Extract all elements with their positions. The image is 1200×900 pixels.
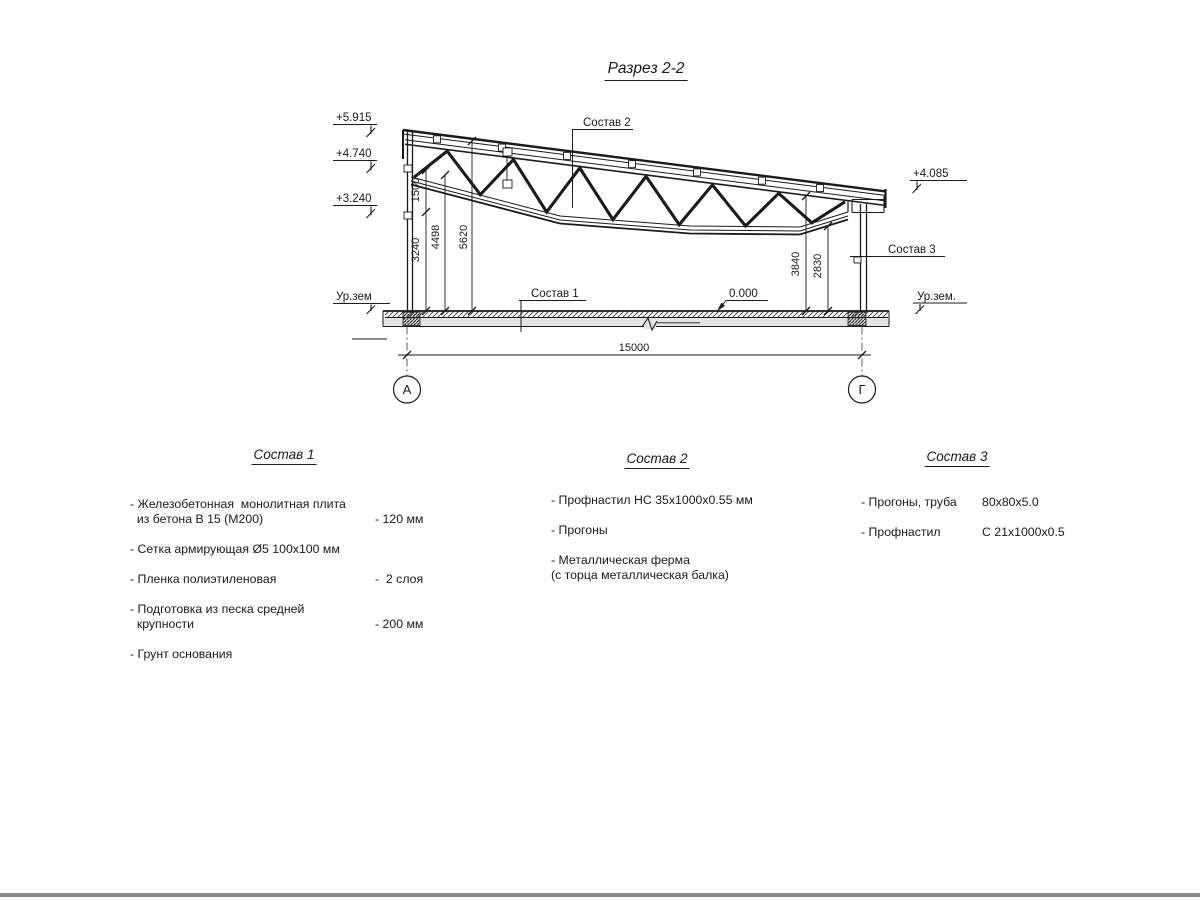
composition-item [130, 602, 430, 632]
composition-item [861, 495, 1081, 510]
item-line: - Подготовка из песка средней [130, 602, 305, 616]
svg-text:3840: 3840 [790, 251, 802, 277]
roof-deck [403, 130, 886, 235]
svg-text:Состав 1: Состав 1 [531, 288, 579, 300]
composition-1-items [130, 497, 430, 677]
level-arrow-icon [367, 162, 376, 174]
level-arrow-icon [916, 304, 925, 314]
composition-1-title: Состав 1 [252, 447, 317, 465]
item-text [551, 523, 608, 538]
svg-text:Г: Г [858, 382, 866, 397]
item-value: - 120 мм [375, 512, 424, 526]
svg-text:2830: 2830 [812, 253, 824, 279]
svg-text:+4.085: +4.085 [913, 168, 949, 180]
svg-text:Ур.зем: Ур.зем [336, 291, 372, 303]
item-text [551, 553, 729, 583]
item-text [130, 602, 375, 632]
svg-text:1500: 1500 [410, 177, 422, 203]
svg-text:0.000: 0.000 [729, 288, 758, 300]
item-text [130, 542, 375, 557]
item-line: - Грунт основания [130, 647, 233, 661]
level-arrow-icon [367, 207, 376, 219]
item-line: - Пленка полиэтиленовая [130, 572, 277, 586]
callout-sostav3 [850, 244, 945, 257]
svg-text:Состав 2: Состав 2 [583, 117, 631, 129]
wall-left [403, 130, 413, 311]
zero-level-mark [717, 288, 768, 311]
item-line: - Прогоны [551, 523, 608, 537]
svg-text:+4.740: +4.740 [336, 148, 372, 160]
item-line: из бетона В 15 (М200) [130, 512, 264, 526]
item-line: - Сетка армирующая Ø5 100x100 мм [130, 542, 340, 556]
dimension-lines-vertical [422, 137, 832, 315]
level-arrow-icon [367, 126, 376, 138]
window-edge-bar [0, 893, 1200, 897]
composition-item [551, 523, 791, 538]
svg-text:15000: 15000 [618, 342, 650, 354]
dimension-ticks [422, 137, 832, 315]
item-text [861, 495, 982, 510]
svg-text:5620: 5620 [458, 224, 470, 250]
item-line: - Металлическая ферма [551, 553, 690, 567]
grid-axis-A [394, 376, 421, 403]
svg-text:Ур.зем.: Ур.зем. [917, 291, 957, 303]
composition-3-title: Состав 3 [925, 449, 990, 467]
floor-slab [383, 311, 889, 330]
composition-3-items [861, 495, 1081, 555]
footing-right [848, 312, 866, 326]
elevation-mark-4740 [333, 148, 377, 173]
composition-item [130, 647, 430, 662]
item-line: - Железобетонная монолитная плита [130, 497, 346, 511]
composition-item [130, 572, 430, 587]
svg-text:3240: 3240 [410, 237, 422, 263]
ground-level-right [913, 291, 967, 314]
item-value: - 200 мм [375, 617, 424, 631]
item-value: С 21x1000x0.5 [982, 525, 1065, 539]
elevation-mark-5915 [333, 112, 377, 137]
item-value: - 2 слоя [375, 572, 424, 586]
item-text [130, 647, 375, 662]
composition-2-title: Состав 2 [625, 451, 690, 469]
item-text [861, 525, 982, 540]
grid-axis-G [849, 376, 876, 403]
item-line: - Прогоны, труба [861, 495, 957, 509]
drawing-title: Разрез 2-2 [605, 60, 688, 81]
ground-level-left [333, 291, 390, 339]
svg-text:А: А [402, 382, 412, 397]
column-right [852, 189, 886, 311]
footing-left [403, 312, 420, 326]
item-line: (с торца металлическая балка) [551, 568, 729, 582]
svg-text:+3.240: +3.240 [336, 193, 372, 205]
composition-item [130, 542, 430, 557]
svg-text:4498: 4498 [430, 224, 442, 250]
composition-item [551, 553, 791, 583]
elevation-mark-3240 [333, 193, 377, 218]
composition-item [130, 497, 430, 527]
composition-2-items [551, 493, 791, 598]
composition-item [551, 493, 791, 508]
item-line: - Профнастил [861, 525, 941, 539]
item-value: 80x80x5.0 [982, 495, 1039, 509]
item-line: крупности [130, 617, 195, 631]
elevation-mark-4085 [910, 168, 967, 193]
composition-item [861, 525, 1081, 540]
item-line: - Профнастил НС 35x1000x0.55 мм [551, 493, 753, 507]
item-text [130, 497, 375, 527]
svg-text:Состав 3: Состав 3 [888, 244, 936, 256]
span-dimension [398, 327, 871, 377]
svg-text:+5.915: +5.915 [336, 112, 372, 124]
item-text [130, 572, 375, 587]
level-arrow-icon [913, 182, 922, 194]
item-text [551, 493, 753, 508]
level-arrow-icon [367, 305, 376, 315]
